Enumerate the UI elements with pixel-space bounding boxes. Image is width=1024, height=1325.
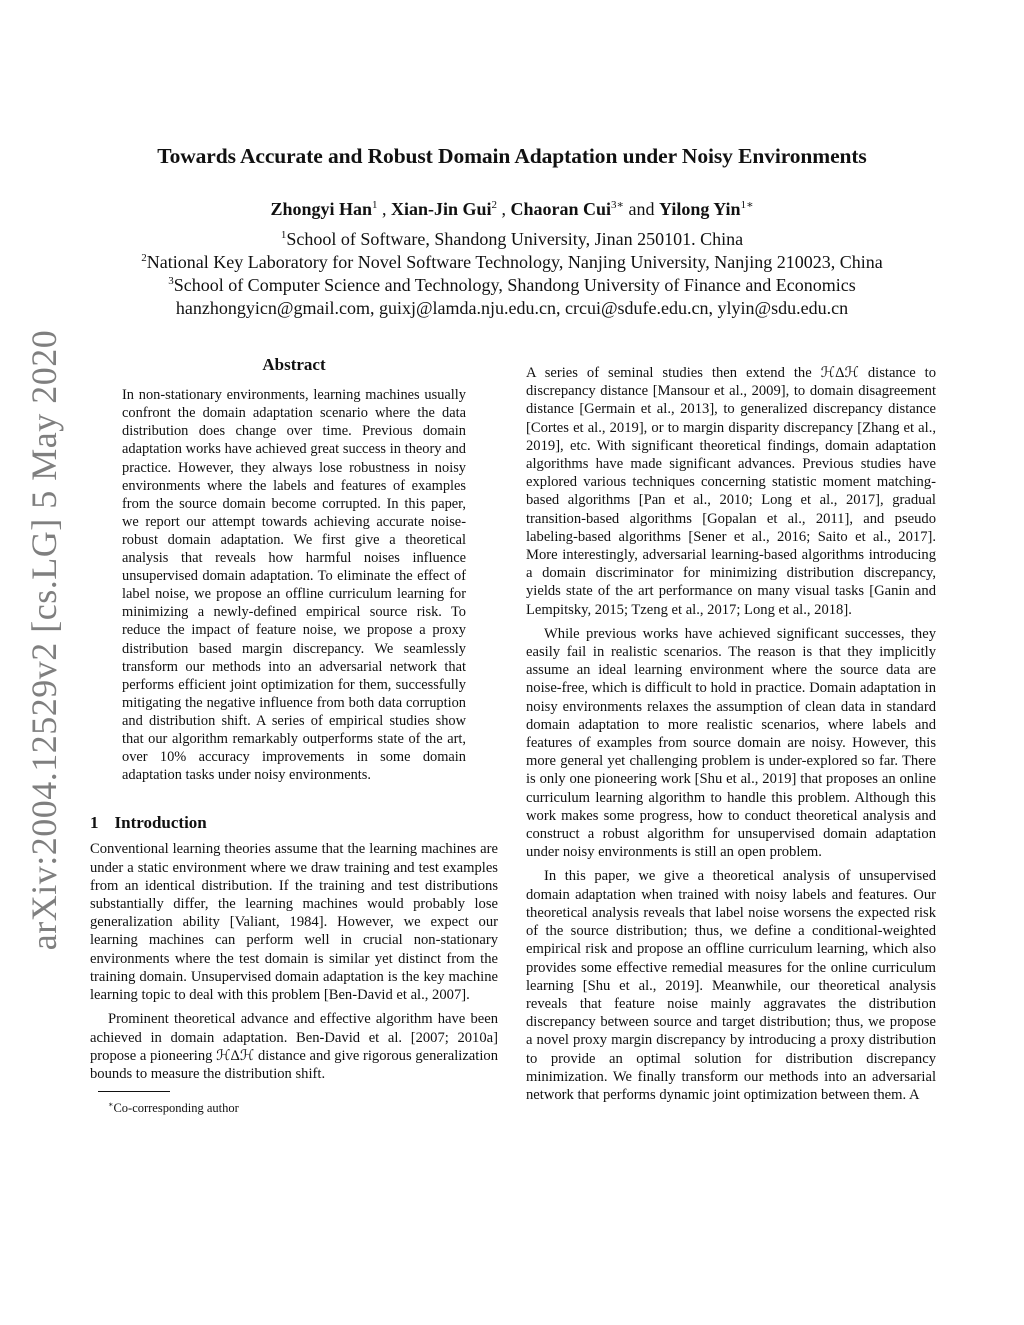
abstract-heading: Abstract — [262, 355, 326, 374]
author-name: Zhongyi Han — [270, 199, 372, 219]
affiliation-mark: 2 — [141, 252, 147, 264]
paper-title: Towards Accurate and Robust Domain Adaptation under Noisy Environments — [157, 144, 867, 168]
footnote — [108, 1096, 498, 1117]
author-affiliation-mark: 3∗ — [611, 199, 625, 211]
section-title: Introduction — [114, 813, 207, 833]
author-emails: hanzhongyicn@gmail.com, guixj@lamda.nju.edu.cn, crcui@sdufe.edu.cn, ylyin@sdu.edu.cn — [175, 298, 849, 318]
author-list — [0, 198, 1024, 220]
body-paragraph-3: In this paper, we give a theoretical analysis of unsupervised domain adaptation when trained with noisy labels and features. Our theoretical analysis reveals that label noise worsens the expected risk of the source distribution; thus, we define a conditional-weighted empirical risk and propose an offline curriculum learning, which also provides some effective remedial measures for the online curriculum learning [Shu et al., 2019]. Meanwhile, our theoretical analysis reveals that feature noise mainly aggravates the distribution discrepancy between source and target distribution; thus, we propose a novel proxy margin discrepancy by introducing a proxy distribution to provide an optimal solution for distribution discrepancy minimization. We finally transform our methods into an adversarial network that performs dynamic joint optimization between them. A — [526, 868, 936, 1103]
author-separator: , — [497, 199, 511, 219]
affiliation-3 — [0, 275, 1024, 296]
intro-paragraph-2: Prominent theoretical advance and effective algorithm have been achieved in domain adaptation. Ben-David et al. [2007; 2010a] propose a pioneering ℋΔℋ distance and give rigorous generalization bounds to measure the distribution shift. — [90, 1011, 498, 1082]
affiliation-text: National Key Laboratory for Novel Software Technology, Nanjing University, Nanjing 210023, China — [146, 252, 883, 272]
footnote-mark: ∗ — [108, 1100, 114, 1110]
affiliation-text: School of Software, Shandong University, Jinan 250101. China — [286, 229, 744, 249]
section-heading-introduction — [90, 814, 498, 832]
affiliation-mark: 3 — [168, 275, 174, 287]
section-number: 1 — [90, 813, 99, 833]
author-affiliation-mark: 2 — [491, 199, 498, 211]
right-column — [526, 364, 936, 1110]
abstract-text: In non-stationary environments, learning machines usually confront the domain adaptation scenario where the data distribution does change over time. Previous domain adaptation works have achieved great success in theory and practice. However, they always lose robustness in noisy environments where the labels and features of examples from the source domain become corrupted. In this paper, we report our attempt towards achieving accurate noise-robust domain adaptation. We first give a theoretical analysis that reveals how harmful noises influence unsupervised domain adaptation. To eliminate the effect of label noise, we propose an offline curriculum learning for minimizing a newly-defined empirical source risk. To reduce the impact of feature noise, we propose a proxy distribution based margin discrepancy. We seamlessly transform our methods into an adversarial network that performs efficient joint optimization for them, successfully mitigating the negative influence from both data corruption and distribution shift. A series of empirical studies show that our algorithm remarkably outperforms state of the art, over 10% accuracy improvements in some domain adaptation tasks under noisy environments. — [122, 387, 466, 784]
intro-paragraph-1: Conventional learning theories assume that the learning machines are under a static environment where we draw training and test examples from an identical distribution. If the training and test distributions substantially differ, the learning machines would probably lose generalization ability [Valiant, 1984]. However, we expect our learning machines can perform well in crucial non-stationary environments where the test domain is similar yet distinct from the training domain. Unsupervised domain adaptation is the key machine learning topic to deal with this problem [Ben-David et al., 2007]. — [90, 841, 498, 1004]
footnote-divider — [98, 1091, 170, 1092]
affiliation-mark: 1 — [280, 229, 287, 241]
affiliation-1 — [0, 229, 1024, 250]
footnote-text: Co-corresponding author — [113, 1101, 239, 1116]
author-name: Xian-Jin Gui — [390, 199, 492, 219]
author-affiliation-mark: 1∗ — [740, 199, 754, 211]
author-separator: and — [624, 199, 660, 219]
author-name: Yilong Yin — [659, 199, 741, 219]
arxiv-identifier: arXiv:2004.12529v2 [cs.LG] 5 May 2020 — [24, 329, 64, 951]
left-column — [90, 356, 498, 1117]
body-paragraph-2: While previous works have achieved significant successes, they easily fail in realistic scenarios. The reason is that they implicitly assume an ideal learning environment where the source data are noise-free, which is difficult to hold in practice. Domain adaptation in noisy environments relaxes the assumption of clean data in standard domain adaptation to more realistic scenarios, where labels and features of examples from source domain are noisy. However, this more general yet challenging problem is under-explored so far. There is only one pioneering work [Shu et al., 2019] that proposes an online curriculum learning algorithm to handle this problem. Although this work makes some progress, how to conduct theoretical analysis and construct a robust algorithm for unsupervised domain adaptation under noisy environments is still an open problem. — [526, 625, 936, 861]
affiliation-2 — [0, 252, 1024, 273]
author-separator: , — [377, 199, 391, 219]
author-name: Chaoran Cui — [510, 199, 612, 219]
body-paragraph-1: A series of seminal studies then extend the ℋΔℋ distance to discrepancy distance [Mansour et al., 2009], to domain disagreement distance [Germain et al., 2013], to generalized discrepancy distance [Cortes et al., 2019], or to margin disparity discrepancy [Zhang et al., 2019], etc. With significant theoretical findings, domain adaptation algorithms have made significant advances. Previous studies have explored various techniques concerning statistic moment matching-based algorithms [Pan et al., 2010; Long et al., 2017], gradual transition-based algorithms [Gopalan et al., 2011], and pseudo labeling-based algorithms [Sener et al., 2016; Saito et al., 2017]. More interestingly, adversarial learning-based algorithms introducing a domain discriminator for minimizing distribution discrepancy, yields state of the art performance on many visual tasks [Ganin and Lempitsky, 2015; Tzeng et al., 2017; Long et al., 2018]. — [526, 365, 936, 618]
author-affiliation-mark: 1 — [371, 199, 378, 211]
affiliation-text: School of Computer Science and Technology, Shandong University of Finance and Economics — [173, 275, 856, 295]
